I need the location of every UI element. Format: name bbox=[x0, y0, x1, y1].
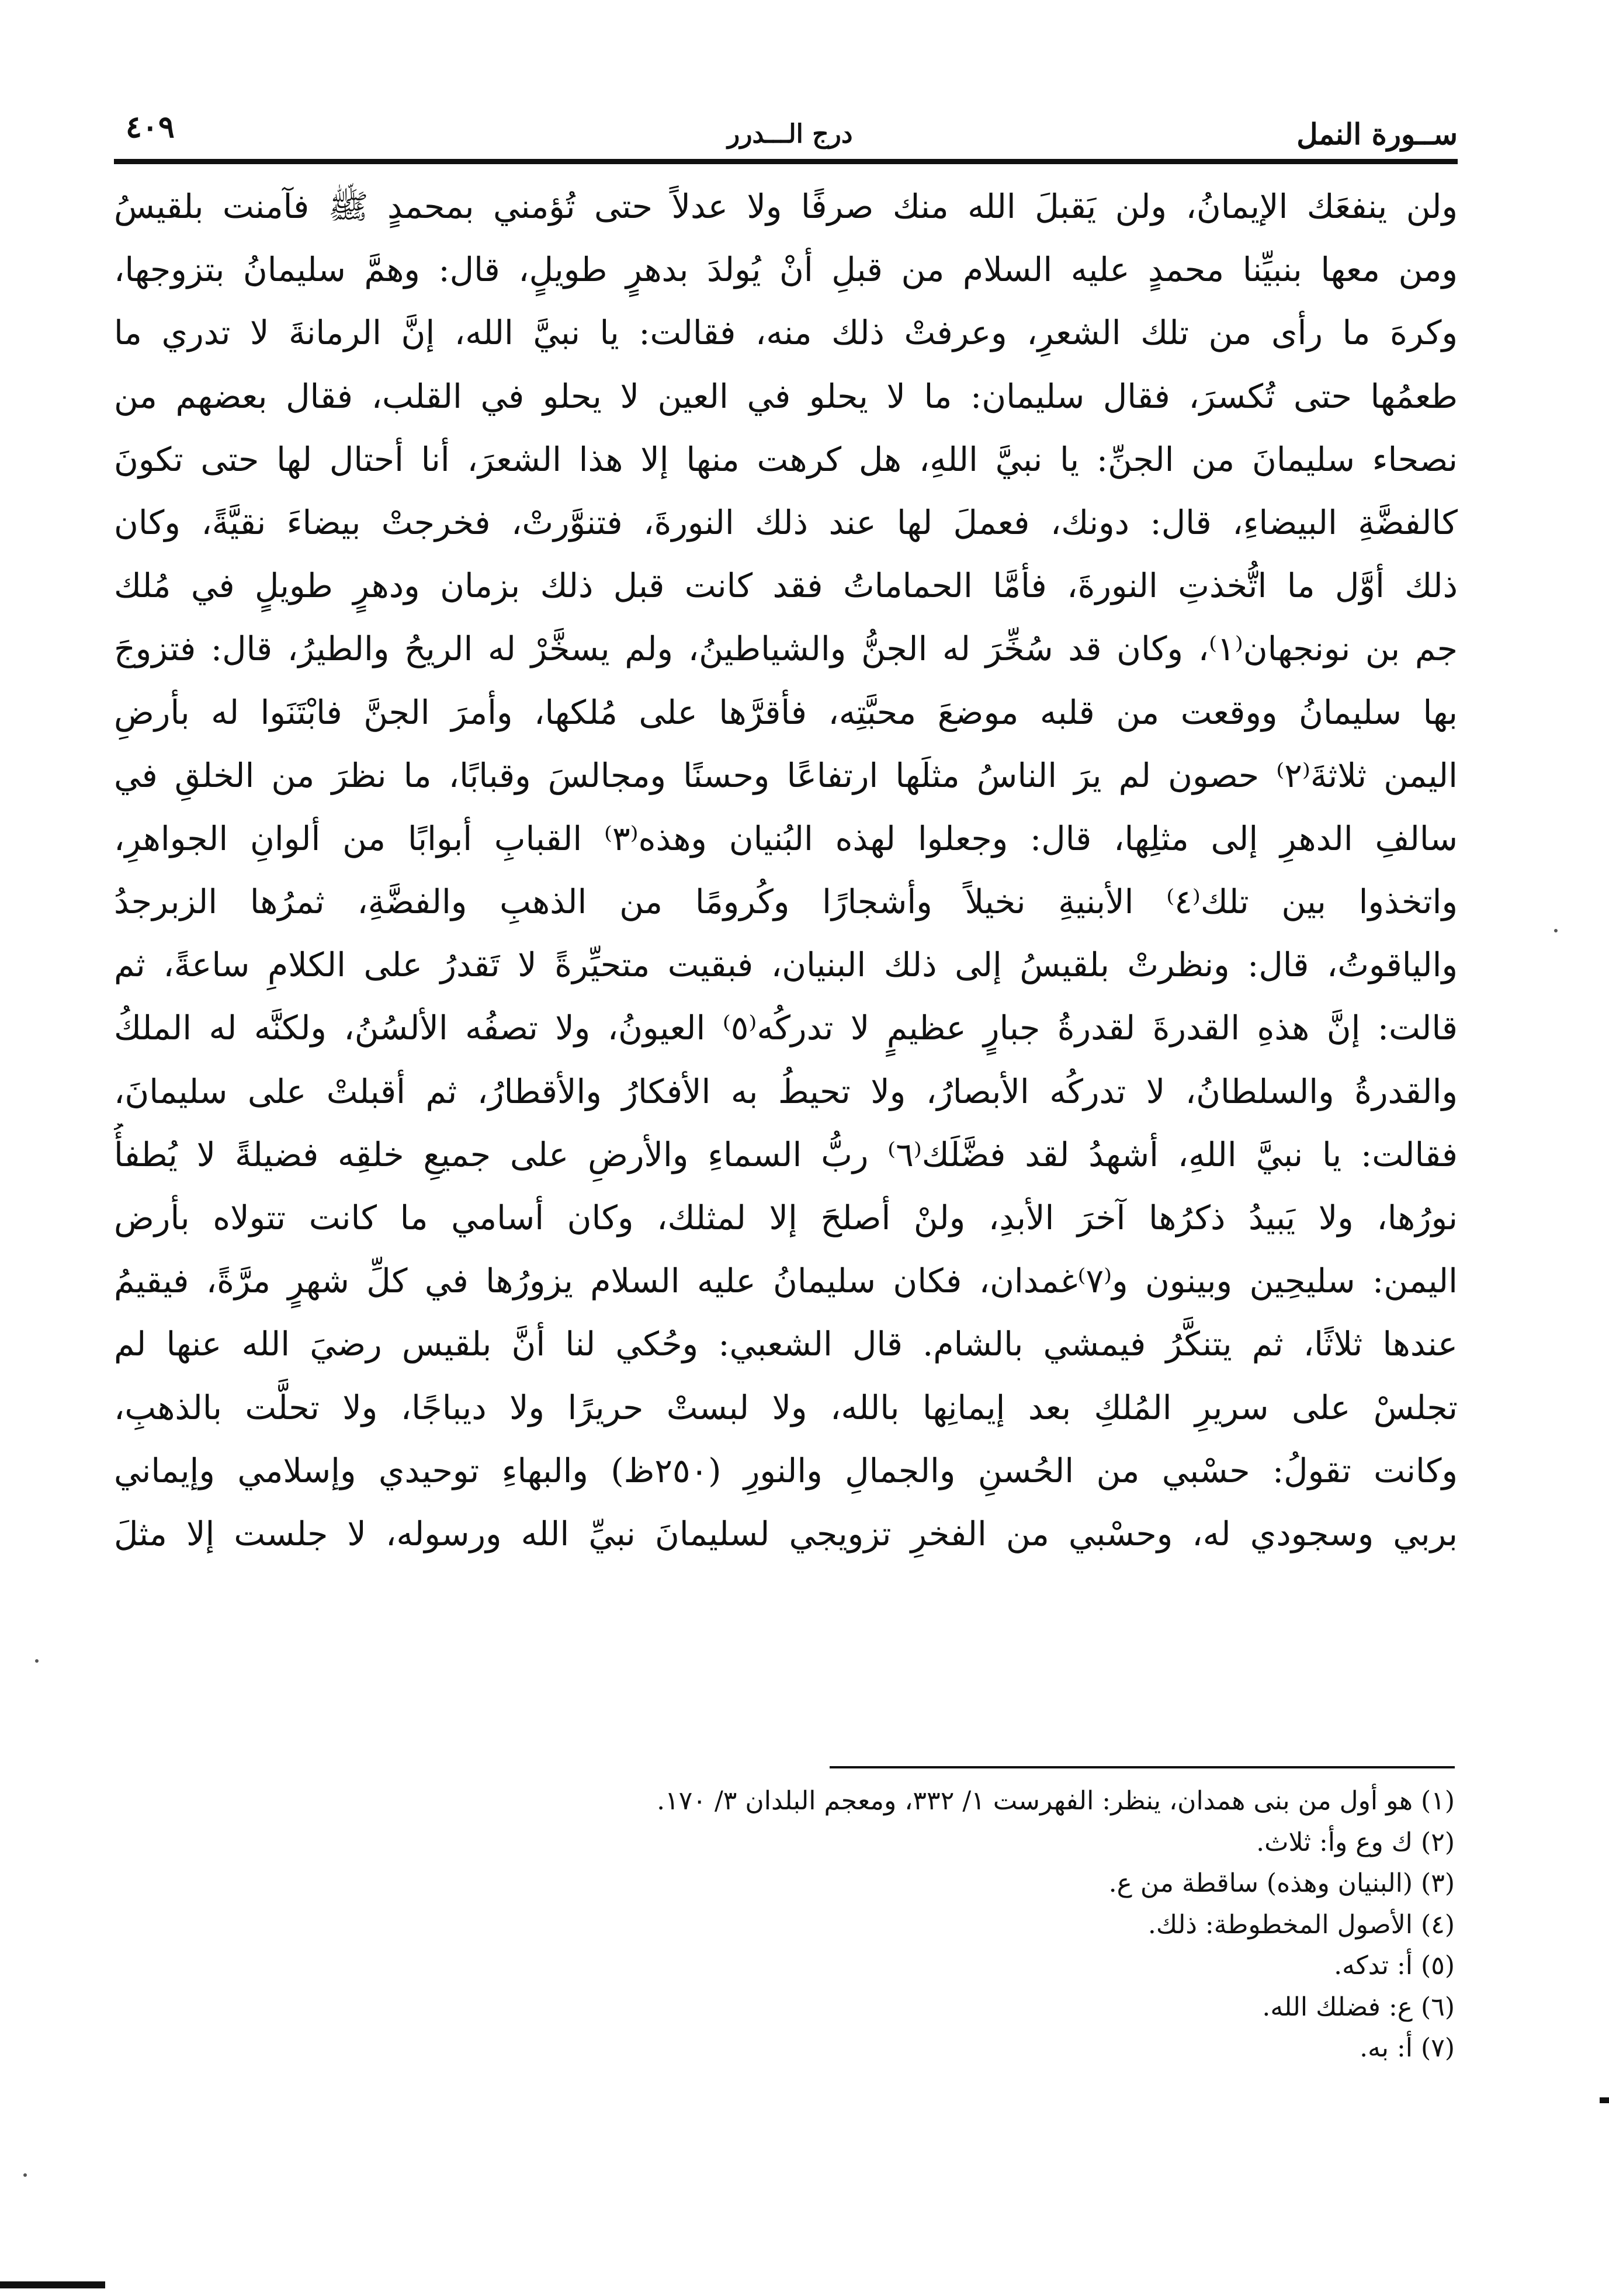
text-line: عندها ثلاثًا، ثم يتنكَّرُ فيمشي بالشام. قال الشعبي: وحُكي لنا أنَّ بلقيس رضيَ الله عنها لم bbox=[114, 1325, 1458, 1364]
scan-edge-mark bbox=[0, 2281, 105, 2288]
text-line: كالفضَّةِ البيضاءِ، قال: دونك، فعملَ لها عند ذلك النورةَ، فتنوَّرتْ، فخرجتْ بيضاءَ نقيَّةً، وكان bbox=[114, 503, 1458, 542]
page-header bbox=[114, 93, 1458, 158]
text-line: نصحاء سليمانَ من الجنِّ: يا نبيَّ اللهِ، هل كرهت منها إلا هذا الشعرَ، أنا أحتال لها حتى تكونَ bbox=[114, 440, 1458, 479]
footnote-separator bbox=[830, 1766, 1455, 1768]
text-line: قالت: إنَّ هذهِ القدرةَ لقدرةُ جبارٍ عظيمٍ لا تدركُه⁽٥⁾ العيونُ، ولا تصفُه الألسُنُ، ولكنَّه له الملكُ bbox=[114, 1009, 1458, 1048]
scan-speck bbox=[1554, 929, 1558, 932]
text-line: جم بن نونجهان⁽١⁾، وكان قد سُخِّرَ له الجنُّ والشياطينُ، ولم يسخَّرْ له الريحُ والطيرُ، قال: فتزوجَ bbox=[114, 630, 1458, 669]
footnote: (٢) ك وع وأ: ثلاث. bbox=[1256, 1827, 1455, 1857]
text-line: ولن ينفعَك الإيمانُ، ولن يَقبلَ الله منك صرفًا ولا عدلاً حتى تُؤمني بمحمدٍ ﷺ فآمنت بلقيسُ bbox=[114, 188, 1458, 226]
text-line: نورُها، ولا يَبيدُ ذكرُها آخرَ الأبدِ، ولنْ أصلحَ إلا لمثلك، وكان أسامي ما كانت تتولاه بأرض bbox=[114, 1199, 1458, 1237]
text-line: طعمُها حتى تُكسرَ، فقال سليمان: ما لا يحلو في العين لا يحلو في القلب، فقال بعضهم من bbox=[114, 377, 1458, 416]
text-line: فقالت: يا نبيَّ اللهِ، أشهدُ لقد فضَّلَك⁽٦⁾ ربُّ السماءِ والأرضِ على جميعِ خلقِه فضيلةً لا يُطفأُ bbox=[114, 1135, 1458, 1174]
page-number: ٤٠٩ bbox=[126, 109, 175, 145]
scan-edge-mark bbox=[1600, 2097, 1609, 2103]
footnote: (٦) ع: فضلك الله. bbox=[1262, 1992, 1455, 2022]
scan-speck bbox=[35, 1659, 39, 1663]
text-line: بربي وسجودي له، وحسْبي من الفخرِ تزويجي لسليمانَ نبيِّ الله ورسوله، لا جلست إلا مثلَ bbox=[114, 1514, 1458, 1553]
text-line: ومن معها بنبيِّنا محمدٍ عليه السلام من قبلِ أنْ يُولدَ بدهرٍ طويلٍ، قال: وهمَّ سليمانُ بتزوجها، bbox=[114, 251, 1458, 290]
footnote: (٣) (البنيان وهذه) ساقطة من ع. bbox=[1108, 1868, 1455, 1898]
text-line: وكانت تقولُ: حسْبي من الحُسنِ والجمالِ والنورِ (٢٥٠ظ) والبهاءِ توحيدي وإسلامي وإيماني bbox=[114, 1451, 1458, 1490]
text-line: بها سليمانُ ووقعت من قلبه موضعَ محبَّتِه، فأقرَّها على مُلكها، وأمرَ الجنَّ فابْتَنَوا له بأرضِ bbox=[114, 693, 1458, 732]
footnote: (٤) الأصول المخطوطة: ذلك. bbox=[1147, 1909, 1455, 1940]
text-line: والياقوتُ، قال: ونظرتْ بلقيسُ إلى ذلك البنيان، فبقيت متحيِّرةً لا تَقدرُ على الكلامِ ساعةً، ثم bbox=[114, 946, 1458, 985]
text-line: ذلك أوَّل ما اتُّخذتِ النورةَ، فأمَّا الحماماتُ فقد كانت قبل ذلك بزمان ودهرٍ طويلٍ في مُلك bbox=[114, 567, 1458, 606]
text-line: اليمن: سليحِين وبينون و⁽٧⁾غمدان، فكان سليمانُ عليه السلام يزورُها في كلِّ شهرٍ مرَّةً، فيقيمُ bbox=[114, 1262, 1458, 1301]
text-line: اليمن ثلاثةَ⁽٢⁾ حصون لم يرَ الناسُ مثلَها ارتفاعًا وحسنًا ومجالسَ وقبابًا، ما نظرَ من الخلقِ في bbox=[114, 756, 1458, 795]
footnotes bbox=[345, 1781, 1455, 2069]
footnote: (١) هو أول من بنى همدان، ينظر: الفهرست ١/ ٣٣٢، ومعجم البلدان ٣/ ١٧٠. bbox=[657, 1786, 1455, 1816]
header-rule bbox=[114, 159, 1458, 164]
main-text bbox=[114, 175, 1458, 1566]
text-line: واتخذوا بين تلك⁽٤⁾ الأبنيةِ نخيلاً وأشجارًا وكُرومًا من الذهبِ والفضَّةِ، ثمرُها الزبرجدُ bbox=[114, 883, 1458, 922]
footnote: (٧) أ: به. bbox=[1360, 2033, 1455, 2063]
scan-speck bbox=[23, 2173, 27, 2177]
text-line: سالفِ الدهرِ إلى مثلِها، قال: وجعلوا لهذه البُنيان وهذه⁽٣⁾ القبابِ أبوابًا من ألوانِ الجواهرِ، bbox=[114, 819, 1458, 858]
footnote: (٥) أ: تدكه. bbox=[1334, 1951, 1455, 1981]
book-title: درج الـــدرر bbox=[727, 119, 853, 149]
surah-title: ســورة النمل bbox=[1296, 117, 1458, 151]
text-line: تجلسْ على سريرِ المُلكِ بعد إيمانِها بالله، ولا لبستْ حريرًا ولا ديباجًا، ولا تحلَّت بالذهبِ، bbox=[114, 1388, 1458, 1427]
text-line: والقدرةُ والسلطانُ، لا تدركُه الأبصارُ، ولا تحيطُ به الأفكارُ والأقطارُ، ثم أقبلتْ على سليمانَ، bbox=[114, 1072, 1458, 1111]
text-line: وكرهَ ما رأى من تلك الشعرِ، وعرفتْ ذلك منه، فقالت: يا نبيَّ الله، إنَّ الرمانةَ لا تدري ما bbox=[114, 314, 1458, 353]
